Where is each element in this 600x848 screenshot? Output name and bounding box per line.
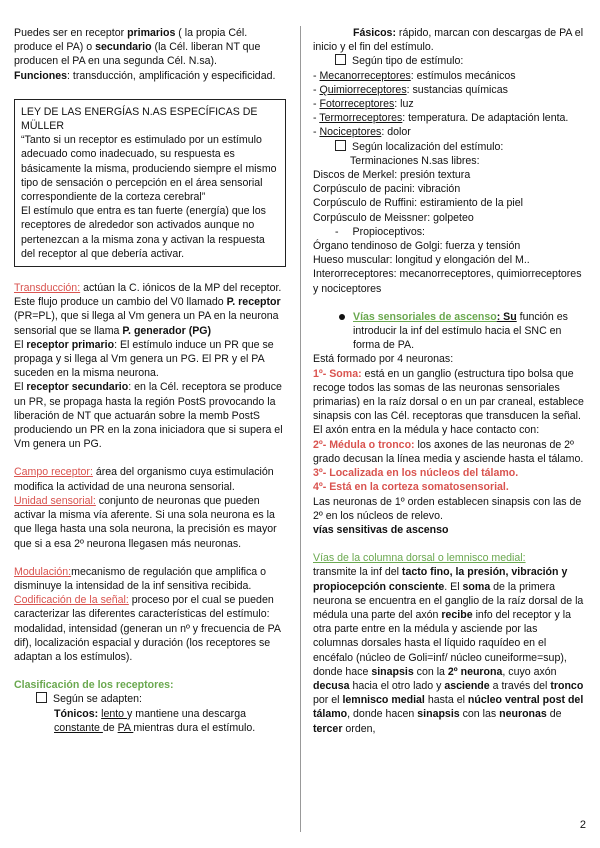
vias-sensoriales-bullet: Vías sensoriales de ascenso: Su función es introducir la inf del estímulo hacia el SNC en forma de PA. [313, 310, 585, 353]
terminaciones-line: Terminaciones N.sas libres: [350, 154, 480, 167]
list-item: Corpúsculo de pacini: vibración [313, 183, 461, 196]
neuronas-orden-paragraph: Las neuronas de 1º orden establecen sinapsis con las de 2º en los núcleos de relevo. [313, 495, 582, 522]
fasicos-paragraph: Fásicos: rápido, marcan con descargas de PA el inicio y el fin del estímulo. [313, 27, 584, 54]
tonicos-paragraph: Tónicos: lento y mantiene una descarga constante de PA mientras dura el estímulo. [54, 707, 256, 734]
muller-law-quote: “Tanto si un receptor es estimulado por un estímulo adecuado como inadecuado, su respuesta es básicamente la misma, produciendo siempre el mismo tipo de sensación o percepción en el área sensorial correspondiente de la corteza cerebral” [21, 134, 277, 204]
neurona-1-paragraph: 1º- Soma: está en un ganglio (estructura tipo bolsa que recoge todos las somas de las neuronas sensoriales primarias) en la raíz dorsal o en un par craneal, establece sinapsis con las Cél. receptoras que transducen la señal. El axón entra en la médula y hace contacto con: [313, 367, 584, 437]
list-item: - Quimiorreceptores: sustancias químicas [313, 83, 508, 96]
checkbox-icon [335, 140, 346, 151]
bullet-icon [339, 314, 345, 320]
tipo-estimulo-item: Según tipo de estímulo: [313, 54, 585, 68]
localizacion-item: Según localización del estímulo: [313, 140, 585, 154]
receptor-secundario-paragraph: El receptor secundario: en la Cél. receptora se produce un PR, se propaga hasta la región PostS provocando la liberación de NT que actuarán sobre la memb PostS produciendo un PR en la zona iniciadora que si supera el Vm genera un PG. [14, 381, 283, 451]
list-item: Órgano tendinoso de Golgi: fuerza y tensión [313, 240, 521, 253]
list-item: Interorreceptores: mecanorreceptores, quimiorreceptores y nociceptores [313, 268, 582, 295]
column-divider [300, 26, 301, 832]
checkbox-icon [335, 54, 346, 65]
muller-law-body: El estímulo que entra es tan fuerte (energía) que los receptores de alrededor son activados aunque no pertenezcan a la misma zona y activan la respuesta del receptor al que debería activar. [21, 205, 266, 260]
transduccion-paragraph: Transducción: actúan la C. iónicos de la MP del receptor. Este flujo produce un cambio del V0 llamado P. receptor (PR=PL), que si llega al Vm genera un PA en la neurona sensorial que se llama P. generador (PG) [14, 282, 282, 337]
list-item: Discos de Merkel: presión textura [313, 169, 471, 182]
receptor-primario-paragraph: El receptor primario: El estímulo induce un PR que se propaga y si llega al Vm genera un PG. El PR y el PA suceden en la misma neurona. [14, 338, 274, 380]
page-number: 2 [579, 818, 586, 831]
columna-dorsal-paragraph: transmite la inf del tacto fino, la presión, vibración y propiocepción consciente. El soma de la primera neurona se encuentra en el ganglio de la raíz dorsal de la médula una parte del axón recibe info del receptor y la otra parte entre en la médula y asciende por las columnas dorsales hasta el líquido raquídeo en el encéfalo (núcleo de Goli=inf/ núcleo cuneiforme=sup), donde hace sinapsis con la 2º neurona, cuyo axón decusa hacia el otro lado y asciende a través del tronco por el lemnisco medial hasta el núcleo ventral post del tálamo, donde hacen sinapsis con las neuronas de tercer orden, [313, 566, 584, 735]
receptor-types-list [313, 69, 585, 140]
list-item: - Termorreceptores: temperatura. De adaptación lenta. [313, 112, 569, 125]
formado-line: Está formado por 4 neuronas: [313, 353, 454, 366]
list-item: Corpúsculo de Meissner: golpeteo [313, 211, 474, 224]
list-item: Corpúsculo de Ruffini: estiramiento de la piel [313, 197, 524, 210]
list-item: Hueso muscular: longitud y elongación del M.. [313, 254, 530, 267]
muller-law-title: LEY DE LAS ENERGÍAS N.AS ESPECÍFICAS DE MÜLLER [21, 105, 258, 133]
modulacion-paragraph: Modulación:mecanismo de regulación que amplifica o disminuye la intensidad de la inf sensitiva recibida. [14, 565, 267, 592]
right-column [313, 26, 585, 736]
neurona-4-line: 4º- Está en la corteza somatosensorial. [313, 481, 509, 494]
list-item: - Nociceptores: dolor [313, 126, 411, 139]
list-item: - Fotorreceptores: luz [313, 98, 414, 111]
receptor-types-paragraph: Puedes ser en receptor primarios ( la propia Cél. produce el PA) o secundario (la Cél. liberan NT que producen el PA en una segunda Cél. N.sa). Funciones: transducción, amplificación y especificidad. [14, 27, 276, 82]
list-item: - Mecanorreceptores: estímulos mecánicos [313, 69, 516, 82]
columna-dorsal-heading: Vías de la columna dorsal o lemnisco medial: [313, 552, 526, 565]
clasificacion-heading: Clasificación de los receptores: [14, 679, 174, 692]
adaptan-item: Según se adapten: [14, 692, 286, 706]
muller-law-box [14, 99, 286, 267]
vias-sensitivas-line: vías sensitivas de ascenso [313, 523, 449, 536]
unidad-sensorial-paragraph: Unidad sensorial: conjunto de neuronas que pueden activar la misma vía aferente. Si una sola neurona es la que llega hasta una sola neurona, la precisión es mayor que si a esa 2º neurona llegasen más neuronas. [14, 494, 277, 550]
neurona-3-line: 3º- Localizada en los núcleos del tálamo. [313, 467, 519, 480]
campo-receptor-paragraph: Campo receptor: área del organismo cuya estimulación modifica la actividad de una neurona sensorial. [14, 466, 274, 493]
checkbox-icon [36, 692, 47, 703]
left-column [14, 26, 286, 735]
neurona-2-paragraph: 2º- Médula o tronco: los axones de las neuronas de 2º grado decusan la línea media y asciende hasta el tálamo. [313, 438, 584, 465]
propioceptivos-heading: - Propioceptivos: [335, 225, 425, 238]
codificacion-paragraph: Codificación de la señal: proceso por el cual se pueden caracterizar las diferentes características del estímulo: modalidad, intensidad (generan un nº y frecuencia de PA dif), localización espacial y duración (los receptores se adaptan a los estímulos). [14, 594, 281, 663]
